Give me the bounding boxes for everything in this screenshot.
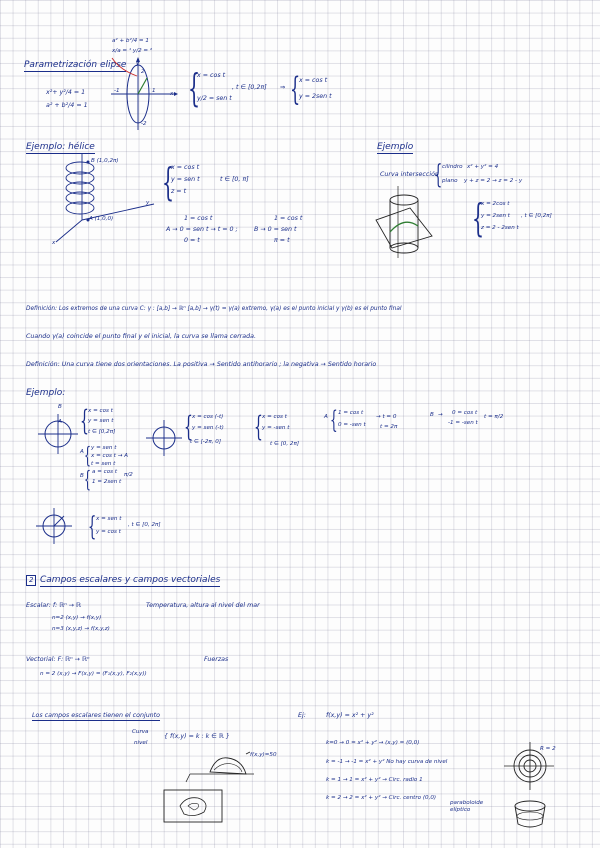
helix-figure <box>48 154 160 248</box>
brace: { <box>184 410 193 443</box>
circle1-x: x = cos t <box>88 408 113 414</box>
level-f-k-label: f(x,y)=50 <box>250 752 277 758</box>
ellipse-side-note-1: a² + b²/4 = 1 <box>112 38 149 44</box>
example2-sol-t: , t ∈ [0,2π] <box>521 213 552 219</box>
circle3-y: y = -sen t <box>262 425 290 431</box>
circle3-x: x = cos t <box>262 414 287 420</box>
cylinder-plane-figure <box>370 186 440 262</box>
point-A-eq1: 1 = cos t <box>338 410 364 416</box>
circle6-x: x = sen t <box>96 516 122 522</box>
plane-label: plano <box>442 178 458 184</box>
ellipse-tick-1: 1 <box>152 88 156 94</box>
section2-number: 2 <box>26 575 36 586</box>
section2-title: Campos escalares y campos vectoriales <box>40 575 220 587</box>
helix-axis-x: x <box>52 240 56 246</box>
brace: { <box>254 410 263 443</box>
circle3-t: t ∈ [0, 2π] <box>270 441 300 447</box>
helix-point-A: A (1,0,0) <box>89 216 114 222</box>
plane-equation: y + z = 2 → z = 2 - y <box>464 178 523 184</box>
helix-A-line1: 1 = cos t <box>184 215 213 222</box>
radius-label: R = 2 <box>540 746 556 752</box>
ellipse-axis-x-label: x <box>170 91 174 97</box>
example2-sol-z: z = 2 - 2sen t <box>481 225 519 231</box>
circle2-y: y = sen (-t) <box>192 425 224 431</box>
circle1-t: t ∈ [0,2π] <box>88 429 116 435</box>
circle1-b-x: y = sen t <box>91 445 117 451</box>
level-k0: k=0 → 0 = x² + y² → (x,y) = (0,0) <box>326 740 420 746</box>
section-title-ellipse: Parametrización elipse <box>24 60 126 72</box>
circle1-c-t: π/2 <box>124 472 133 478</box>
curve-intersection-label: Curva intersección <box>380 171 439 178</box>
scalar-field-examples: Temperatura, altura al nivel del mar <box>146 602 260 609</box>
level-k-neg1: k = -1 → -1 = x² + y² No hay curva de nivel <box>326 759 448 765</box>
definition-orientation: Definición: Una curva tiene dos orientaciones. La positiva → Sentido antihorario ; la negativa → Sentido horario <box>26 361 377 368</box>
ellipse-axis-y-label: y <box>136 61 140 67</box>
brace: { <box>80 404 89 437</box>
circle6-t: , t ∈ [0, 2π] <box>128 522 161 528</box>
point-A-result1: → t = 0 <box>376 414 397 420</box>
brace: { <box>472 196 485 240</box>
helix-sys-z: z = t <box>171 188 187 195</box>
helix-sys-t: t ∈ [0, π] <box>220 176 249 183</box>
vector-field-examples: Fuerzas <box>204 656 229 663</box>
scalar-field-definition: Escalar: f: ℝⁿ → ℝ <box>26 602 82 609</box>
terrain-sketch <box>180 752 256 786</box>
examples-title: Ejemplo: <box>26 388 66 398</box>
circle2-t: t ∈ [-2π, 0] <box>190 439 222 445</box>
circle1-sub-A: A <box>80 449 84 455</box>
level-k2: k = 2 → 2 = x² + y² → Circ. centro (0,0) <box>326 795 437 801</box>
brace: { <box>290 70 301 108</box>
circle1-y: y = sen t <box>88 418 114 424</box>
point-A-label: A <box>324 414 328 420</box>
brace: { <box>188 66 201 110</box>
point-A-result2: t = 2π <box>380 424 398 430</box>
circle1-sub-B: B <box>80 473 84 479</box>
ellipse-param2-x: x = cos t <box>299 77 328 84</box>
example-label: Ej: <box>298 712 306 719</box>
circle1-point-A: A <box>58 419 62 425</box>
section-title-helix: Ejemplo: hélice <box>26 142 95 154</box>
level-curve-label-2: nivel <box>134 740 148 746</box>
brace: { <box>84 444 91 469</box>
helix-A-line2: A → 0 = sen t → t = 0 ; <box>166 226 238 233</box>
definition-closed-curve: Cuando γ(a) coincide el punto final y el inicial, la curva se llama cerrada. <box>26 333 256 340</box>
brace: { <box>88 512 97 542</box>
helix-sys-x: x = cos t <box>171 164 200 171</box>
section-title-example: Ejemplo <box>377 142 413 154</box>
implies-arrow: ⇒ <box>280 84 286 91</box>
circle2-x: x = cos (-t) <box>192 414 224 420</box>
ellipse-param-t: , t ∈ [0,2π] <box>232 84 267 91</box>
helix-B-line1: 1 = cos t <box>274 215 303 222</box>
ellipse-param2-y: y = 2sen t <box>299 93 332 100</box>
circle1-point-B: B <box>58 404 62 410</box>
level-map-sketch <box>164 790 222 822</box>
helix-B-line3: π = t <box>274 237 290 244</box>
point-B-eq2: -1 = -sen t <box>448 420 478 426</box>
helix-A-line3: 0 = t <box>184 237 200 244</box>
circle-cw-figure <box>146 420 182 456</box>
definition-extremes: Definición: Los extremos de una curva C: γ : [a,b] → ℝⁿ [a,b] → γ(t) = γ(a) extremo, γ(a) es el punto inicial y γ(b) es el punto final <box>26 306 402 312</box>
ellipse-param-x: x = cos t <box>197 72 226 79</box>
ellipse-tick-2: 2 <box>141 69 145 75</box>
ellipse-tick-neg1: -1 <box>114 88 120 94</box>
vector-field-n2: n = 2 (x,y) → F(x,y) = (F₁(x,y), F₂(x,y)) <box>40 671 147 677</box>
point-A-eq2: 0 = -sen t <box>338 422 366 428</box>
example2-sol-x: x = 2cos t <box>481 201 510 207</box>
ellipse-side-note-2: x/a = ¹ y/2 = ² <box>112 48 153 54</box>
ellipse-tick-neg2: -2 <box>141 121 147 127</box>
vector-field-definition: Vectorial: F: ℝⁿ → ℝⁿ <box>26 656 90 663</box>
brace: { <box>84 468 91 493</box>
ellipse-equation-b: a² + b²/4 = 1 <box>46 102 88 109</box>
point-B-label: B <box>430 412 434 418</box>
circle1-b-t: t = sen t <box>91 461 116 467</box>
brace: { <box>162 160 175 204</box>
example2-sol-y: y = 2sen t <box>481 213 510 219</box>
ellipse-param-y: y/2 = sen t <box>197 95 232 102</box>
circle1-b-y: x = cos t → A <box>91 453 129 459</box>
circle1-c-2: 1 = 2sen t <box>92 479 122 485</box>
level-curve-label-1: Curva <box>132 729 149 735</box>
scalar-field-n2: n=2 (x,y) → f(x,y) <box>52 615 102 621</box>
paraboloid-figure <box>510 796 550 832</box>
helix-axis-y: y <box>146 200 150 206</box>
brace: { <box>434 160 443 190</box>
helix-sys-y: y = sen t <box>171 176 200 183</box>
point-B-arrow: → <box>438 412 443 418</box>
level-set-intro: Los campos escalares tienen el conjunto <box>32 712 160 719</box>
helix-point-B: B (1,0,2π) <box>91 158 119 164</box>
brace: { <box>330 406 338 434</box>
circle6-y: y = cos t <box>96 529 121 535</box>
scalar-field-n3: n=3 (x,y,z) → f(x,y,z) <box>52 626 110 632</box>
ellipse-equation-a: x²+ y²/4 = 1 <box>46 89 86 96</box>
example-function: f(x,y) = x² + y² <box>326 712 374 719</box>
point-B-result: t = π/2 <box>484 414 504 420</box>
level-k1: k = 1 → 1 = x² + y² → Circ. radio 1 <box>326 777 423 783</box>
circle-cw-figure-2 <box>36 508 72 544</box>
circle1-c-1: a = cos t <box>92 469 118 475</box>
helix-B-line2: B → 0 = sen t <box>254 226 297 233</box>
level-set-definition: { f(x,y) = k : k ∈ ℝ } <box>164 733 230 740</box>
cylinder-label: cilindro <box>442 164 463 170</box>
cylinder-equation: x² + y² = 4 <box>467 164 499 170</box>
paraboloid-label: paraboloide elíptico <box>450 800 484 813</box>
point-B-eq1: 0 = cos t <box>452 410 478 416</box>
